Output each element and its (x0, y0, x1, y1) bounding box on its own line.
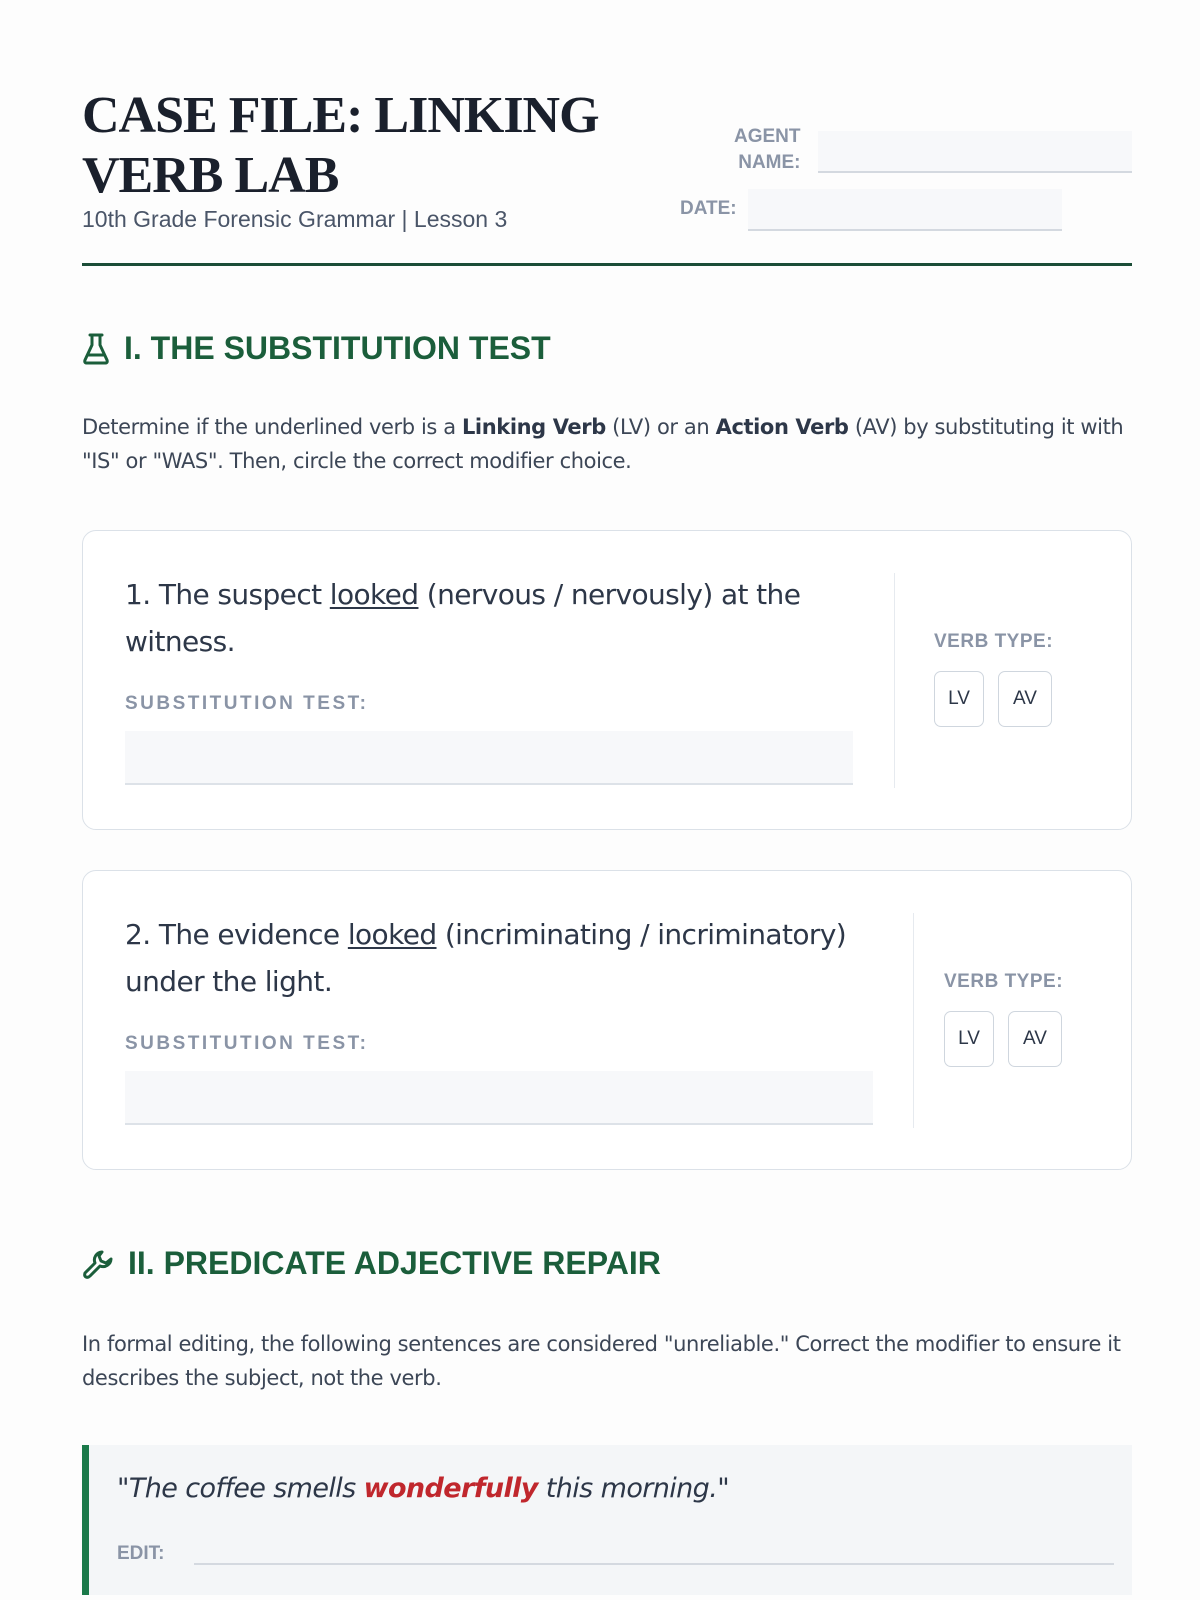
substitution-test-input[interactable] (125, 1071, 873, 1125)
unreliable-sentence: "The coffee smells wonderfully this morning." (117, 1473, 730, 1504)
edit-input[interactable] (194, 1563, 1114, 1565)
av-option[interactable]: AV (998, 671, 1052, 727)
agent-name-label: AGENT NAME: (734, 126, 801, 173)
page-subtitle: 10th Grade Forensic Grammar | Lesson 3 (82, 206, 508, 232)
card-divider (913, 913, 914, 1128)
date-field[interactable] (748, 189, 1062, 231)
date-label: DATE: (680, 198, 737, 219)
worksheet-header (82, 86, 1132, 266)
substitution-test-label: SUBSTITUTION TEST: (125, 1033, 369, 1054)
question-text: 1. The suspect looked (nervous / nervously) at the witness. (125, 578, 801, 658)
repair-callout (82, 1445, 1132, 1595)
section-2-instructions: In formal editing, the following sentences are considered "unreliable." Correct the modifier to ensure it describes the subject, not the verb. (82, 1332, 1121, 1390)
substitution-test-input[interactable] (125, 731, 853, 785)
card-divider (894, 573, 895, 788)
verb-type-label: VERB TYPE: (934, 631, 1054, 652)
wrench-icon (82, 1248, 114, 1280)
lv-option[interactable]: LV (934, 671, 984, 727)
underlined-verb: looked (347, 918, 437, 951)
lv-option[interactable]: LV (944, 1011, 994, 1067)
page-title: CASE FILE: LINKING VERB LAB (82, 87, 599, 204)
edit-label: EDIT: (117, 1543, 165, 1564)
section-1-instructions: Determine if the underlined verb is a Linking Verb (LV) or an Action Verb (AV) by substituting it with "IS" or "WAS". Then, circle the correct modifier choice. (82, 415, 1124, 473)
underlined-verb: looked (329, 578, 419, 611)
beaker-icon (82, 332, 110, 366)
question-card (82, 530, 1132, 830)
question-card (82, 870, 1132, 1170)
substitution-test-label: SUBSTITUTION TEST: (125, 693, 369, 714)
av-option[interactable]: AV (1008, 1011, 1062, 1067)
section-1-title: I. THE SUBSTITUTION TEST (82, 330, 551, 367)
agent-name-field[interactable] (818, 131, 1132, 173)
error-word: wonderfully (363, 1473, 538, 1504)
verb-type-label: VERB TYPE: (944, 971, 1064, 992)
question-text: 2. The evidence looked (incriminating / incriminatory) under the light. (125, 918, 847, 998)
section-2-title: II. PREDICATE ADJECTIVE REPAIR (82, 1245, 661, 1282)
